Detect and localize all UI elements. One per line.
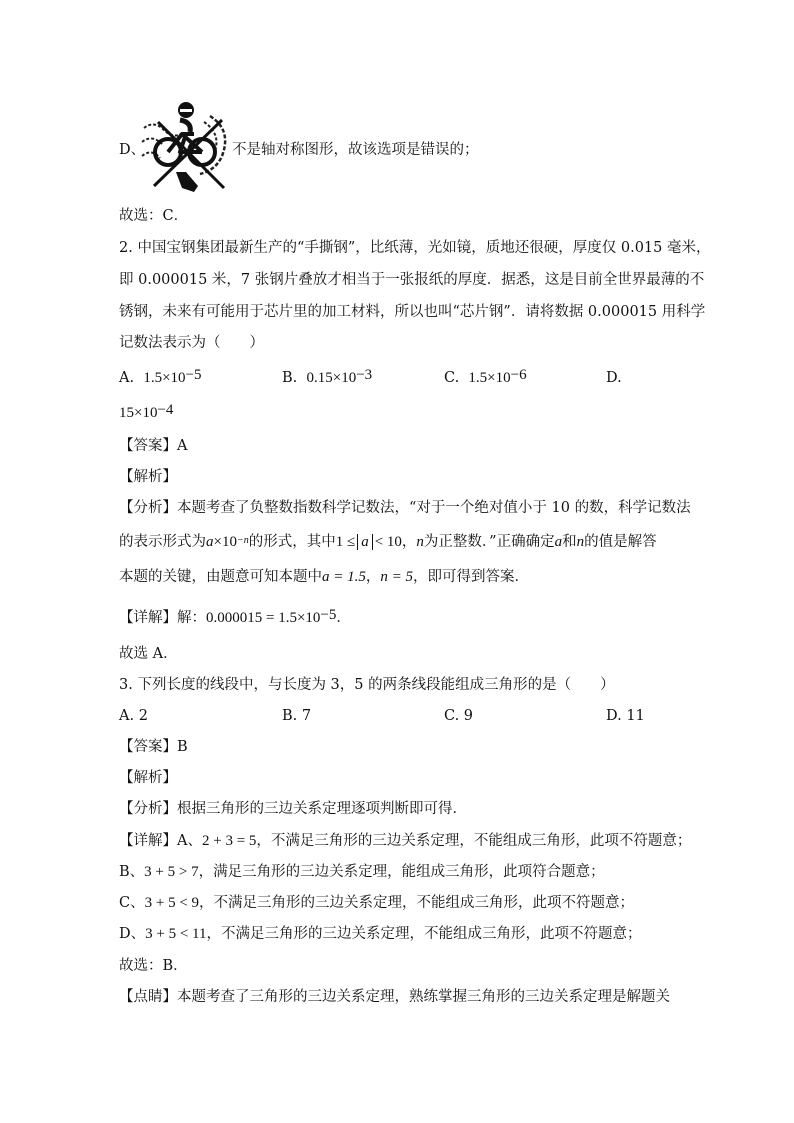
q2-analysis-line3: 本题的关键，由题意可知本题中a = 1.5，n = 5，即可得到答案． — [119, 569, 529, 585]
q3-comment: 【点睛】本题考查了三角形的三边关系定理，熟练掌握三角形的三边关系定理是解题关 — [119, 989, 670, 1005]
q3-detail-a: 【详解】A、2 + 3 = 5，不满足三角形的三边关系定理，不能组成三角形，此项不符题意； — [119, 833, 692, 849]
q2-option-d-label: D. — [606, 370, 622, 386]
bicycle-sign-icon — [140, 100, 232, 196]
q2-option-b: B. $0.15\times 10^{-3}$ — [282, 367, 373, 386]
q3-detail-d: D、3 + 5 < 11，不满足三角形的三边关系定理，不能组成三角形，此项不符题意； — [119, 926, 642, 942]
q2-stem-line4: 记数法表示为（ ） — [119, 335, 264, 351]
q2-option-a: A. $1.5\times 10^{-5}$ — [119, 367, 202, 386]
q3-answer: 【答案】B — [119, 739, 188, 755]
q3-analysis: 【分析】根据三角形的三边关系定理逐项判断即可得． — [119, 801, 467, 817]
q2-option-c: C. $1.5\times 10^{-6}$ — [444, 367, 527, 386]
d-option-text: 不是轴对称图形，故该选项是错误的； — [232, 142, 479, 158]
q2-stem-line3: 锈钢，未来有可能用于芯片里的加工材料，所以也叫“芯片钢”．请将数据 0.000015 用科学 — [119, 304, 706, 320]
q3-stem: 3. 下列长度的线段中，与长度为 3，5 的两条线段能组成三角形的是（ ） — [119, 677, 615, 693]
q3-detail-b: B、3 + 5 > 7，满足三角形的三边关系定理，能组成三角形，此项符合题意； — [119, 864, 605, 880]
q2-stem-line1: 2. 中国宝钢集团最新生产的“手撕钢”，比纸薄，光如镜，质地还很硬，厚度仅 0.015 毫米， — [119, 240, 711, 256]
q3-choice: 故选：B． — [119, 958, 188, 974]
q3-jiexi: 【解析】 — [119, 770, 177, 786]
q2-option-d-value: $15\times 10^{-4}$ — [119, 402, 174, 421]
d-option-prefix: D、 — [119, 142, 146, 158]
q2-analysis-line2: 的表示形式为$a\times 10^{-n}$的形式，其中1 ≤ a < 10，n为正整数．”正确确定a和n的值是解答 — [119, 534, 657, 550]
q2-analysis-line1: 【分析】本题考查了负整数指数科学记数法，“对于一个绝对值小于 10 的数，科学记数法 — [119, 500, 691, 516]
q2-detail: 【详解】解：$0.000015 = 1.5\times 10^{-5}$． — [119, 607, 351, 626]
q3-option-c: C. 9 — [444, 708, 474, 724]
q3-option-b: B. 7 — [282, 708, 312, 724]
q3-option-a: A. 2 — [119, 708, 148, 724]
q1-choice: 故选：C． — [119, 208, 189, 224]
q3-option-d: D. 11 — [606, 708, 645, 724]
q2-choice: 故选 A． — [119, 646, 178, 662]
q3-detail-c: C、3 + 5 < 9，不满足三角形的三边关系定理，不能组成三角形，此项不符题意； — [119, 895, 635, 911]
q2-stem-line2: 即 0.000015 米，7 张钢片叠放才相当于一张报纸的厚度．据悉，这是目前全世界最薄的不 — [119, 272, 705, 288]
q2-jiexi: 【解析】 — [119, 469, 177, 485]
q2-answer: 【答案】A — [119, 438, 188, 454]
